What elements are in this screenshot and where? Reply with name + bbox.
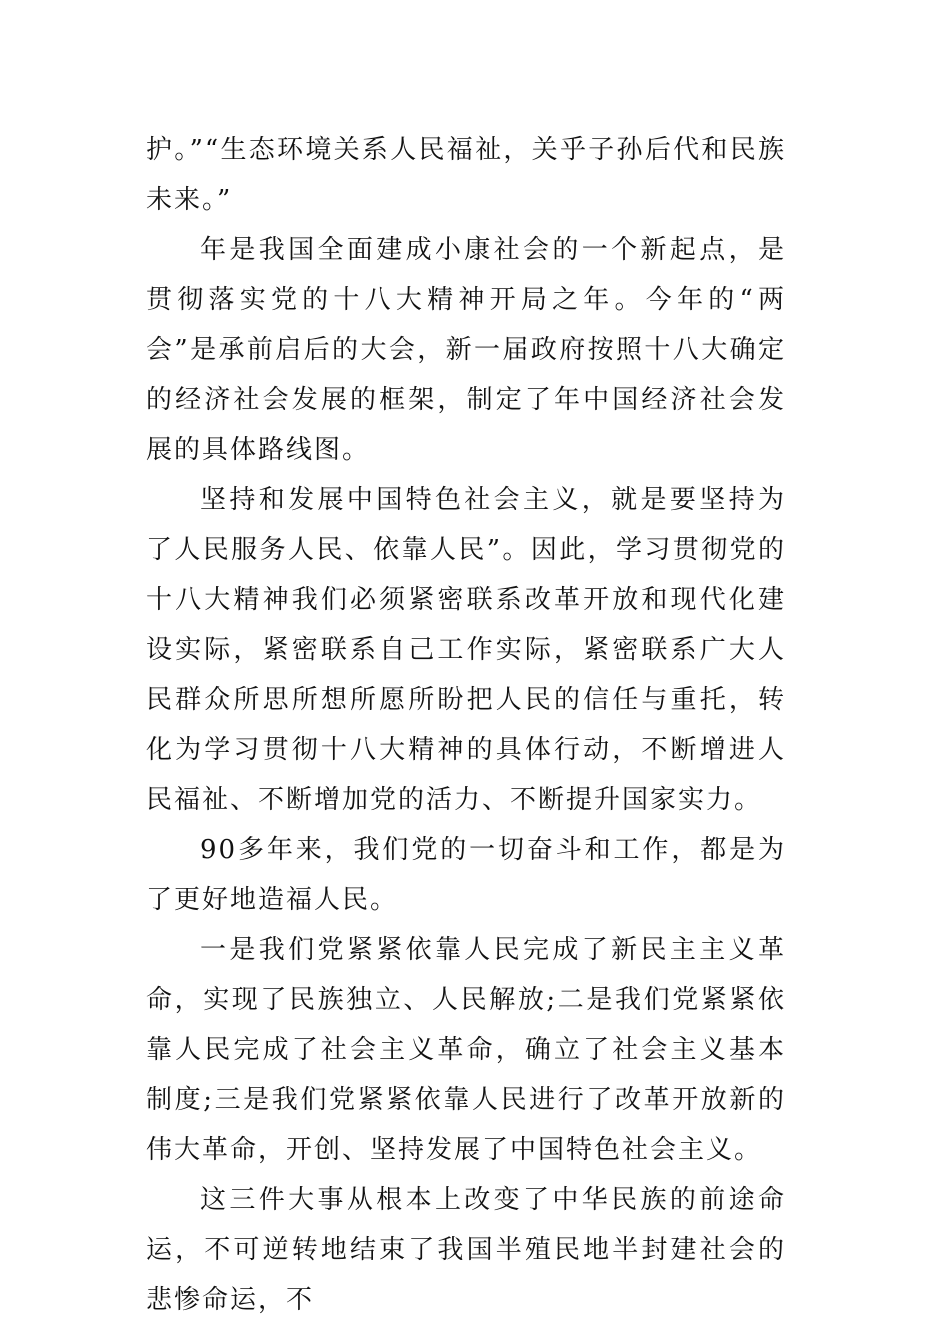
paragraph-socialism: 坚持和发展中国特色社会主义，就是要坚持为了人民服务人民、依靠人民”。因此，学习贯彻党的十八大精神我们必须紧密联系改革开放和现代化建设实际，紧密联系自己工作实际，紧密联系广大人民群众所思所想所愿所盼把人民的信任与重托，转化为学习贯彻十八大精神的具体行动，不断增进人民福祉、不断增加党的活力、不断提升国家实力。	[146, 485, 786, 815]
paragraph-continuation: 护。”“生态环境关系人民福祉，关乎子孙后代和民族未来。”	[146, 135, 786, 215]
paragraph-ninety-years: 90多年来，我们党的一切奋斗和工作，都是为了更好地造福人民。	[146, 835, 786, 915]
paragraph-three-events: 这三件大事从根本上改变了中华民族的前途命运，不可逆转地结束了我国半殖民地半封建社会的悲惨命运，不	[146, 1185, 786, 1315]
paragraph-xiaokang: 年是我国全面建成小康社会的一个新起点，是贯彻落实党的十八大精神开局之年。今年的“两会”是承前启后的大会，新一届政府按照十八大确定的经济社会发展的框架，制定了年中国经济社会发展的具体路线图。	[146, 235, 786, 465]
document-body	[146, 125, 786, 1325]
paragraph-three-achievements: 一是我们党紧紧依靠人民完成了新民主主义革命，实现了民族独立、人民解放;二是我们党紧紧依靠人民完成了社会主义革命，确立了社会主义基本制度;三是我们党紧紧依靠人民进行了改革开放新的伟大革命，开创、坚持发展了中国特色社会主义。	[146, 935, 786, 1165]
